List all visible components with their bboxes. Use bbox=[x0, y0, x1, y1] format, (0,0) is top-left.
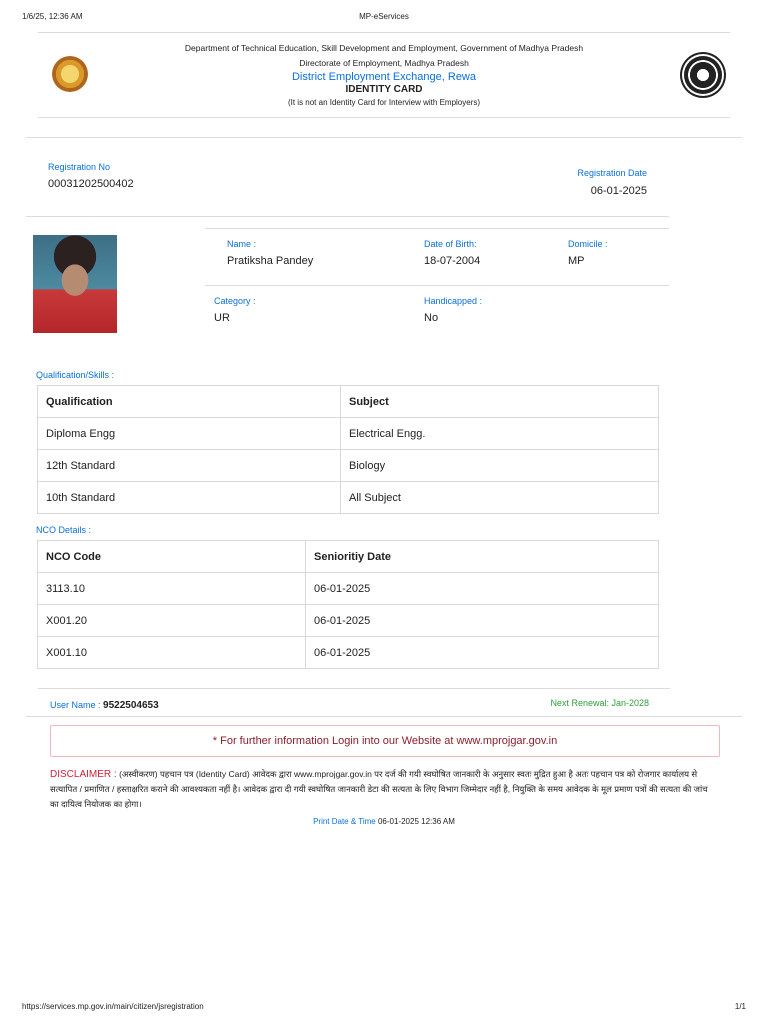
table-cell: 06-01-2025 bbox=[306, 637, 659, 669]
registration-no-label: Registration No bbox=[48, 162, 111, 172]
dob-label: Date of Birth: bbox=[424, 239, 477, 249]
registration-no-value: 00031202500402 bbox=[48, 178, 134, 190]
qualification-section-label: Qualification/Skills : bbox=[36, 370, 115, 380]
table-cell: 10th Standard bbox=[38, 482, 341, 514]
user-name-label: User Name : bbox=[50, 700, 101, 710]
table-cell: X001.10 bbox=[38, 637, 306, 669]
print-datetime: 1/6/25, 12:36 AM bbox=[22, 12, 83, 21]
divider bbox=[205, 228, 669, 229]
directorate-name: Directorate of Employment, Madhya Pradesh bbox=[299, 58, 469, 68]
divider bbox=[38, 32, 730, 33]
qualification-table bbox=[37, 385, 659, 514]
table-cell: 3113.10 bbox=[38, 573, 306, 605]
registration-date-label: Registration Date bbox=[577, 168, 647, 178]
department-name: Department of Technical Education, Skill Development and Employment, Government of Madhya Pradesh bbox=[184, 43, 584, 53]
registration-date-value: 06-01-2025 bbox=[590, 185, 647, 197]
table-cell: X001.20 bbox=[38, 605, 306, 637]
table-row bbox=[38, 418, 659, 450]
handicapped-value: No bbox=[424, 312, 439, 324]
column-header-nco-code: NCO Code bbox=[38, 541, 306, 573]
table-cell: Diploma Engg bbox=[38, 418, 341, 450]
print-date-value: 06-01-2025 12:36 AM bbox=[377, 817, 455, 826]
table-cell: All Subject bbox=[341, 482, 659, 514]
table-cell: Biology bbox=[341, 450, 659, 482]
column-header-qualification: Qualification bbox=[38, 386, 341, 418]
table-cell: 12th Standard bbox=[38, 450, 341, 482]
divider bbox=[38, 688, 670, 689]
disclaimer-label: DISCLAIMER : bbox=[50, 769, 117, 780]
table-row bbox=[38, 450, 659, 482]
user-name-value: 9522504653 bbox=[103, 700, 159, 711]
disclaimer-block bbox=[50, 767, 718, 812]
domicile-value: MP bbox=[568, 255, 585, 267]
card-note: (It is not an Identity Card for Interview with Employers) bbox=[287, 98, 481, 107]
next-renewal: Next Renewal: Jan-2028 bbox=[550, 698, 649, 708]
table-row bbox=[38, 482, 659, 514]
category-label: Category : bbox=[214, 296, 256, 306]
print-date-row bbox=[0, 817, 768, 826]
divider bbox=[26, 716, 742, 717]
table-row bbox=[38, 573, 659, 605]
employment-gear-logo-icon bbox=[684, 56, 722, 94]
table-cell: 06-01-2025 bbox=[306, 605, 659, 637]
category-value: UR bbox=[214, 312, 230, 324]
nco-section-label: NCO Details : bbox=[36, 525, 92, 535]
table-row bbox=[38, 637, 659, 669]
table-header-row bbox=[38, 386, 659, 418]
name-value: Pratiksha Pandey bbox=[227, 255, 314, 267]
column-header-seniority-date: Senioritiy Date bbox=[306, 541, 659, 573]
disclaimer-text: (अस्वीकरण) पहचान पत्र (Identity Card) आवेदक द्वारा www.mprojgar.gov.in पर दर्ज की गयी स्वघोषित जानकारी के अनुसार स्वतः मुद्रित हुआ है अतः पहचान पत्र को रोजगार कार्यालय से सत्यापित / प्रमाणित / हस्ताक्षरित कराने की आवश्यकता नहीं है। आवेदक द्वारा दी गयी स्वघोषित जानकारी डेटा की सत्यता के लिए विभाग जिम्मेदार नहीं है, नियुक्ति के समय आवेदक के मूल प्रमाण पत्रों की सत्यता की जांच का दायित्व नियोजक का होगा। bbox=[50, 769, 708, 809]
mp-government-emblem-icon bbox=[52, 56, 88, 92]
table-cell: Electrical Engg. bbox=[341, 418, 659, 450]
header-block bbox=[120, 43, 648, 107]
print-page-title: MP-eServices bbox=[359, 12, 409, 21]
dob-value: 18-07-2004 bbox=[424, 255, 481, 267]
handicapped-label: Handicapped : bbox=[424, 296, 483, 306]
name-label: Name : bbox=[227, 239, 257, 249]
table-cell: 06-01-2025 bbox=[306, 573, 659, 605]
domicile-label: Domicile : bbox=[568, 239, 608, 249]
column-header-subject: Subject bbox=[341, 386, 659, 418]
print-date-label: Print Date & Time bbox=[313, 817, 376, 826]
table-row bbox=[38, 605, 659, 637]
card-title: IDENTITY CARD bbox=[345, 84, 423, 95]
applicant-photo bbox=[33, 235, 117, 333]
divider bbox=[26, 137, 742, 138]
page-number: 1/1 bbox=[734, 1002, 746, 1011]
user-name-row bbox=[50, 700, 159, 711]
exchange-name: District Employment Exchange, Rewa bbox=[291, 71, 476, 83]
nco-table bbox=[37, 540, 659, 669]
website-notice: * For further information Login into our Website at www.mprojgar.gov.in bbox=[50, 725, 720, 757]
divider bbox=[205, 285, 669, 286]
table-header-row bbox=[38, 541, 659, 573]
divider bbox=[38, 117, 730, 118]
page-url: https://services.mp.gov.in/main/citizen/jsregistration bbox=[22, 1002, 204, 1011]
divider bbox=[26, 216, 669, 217]
